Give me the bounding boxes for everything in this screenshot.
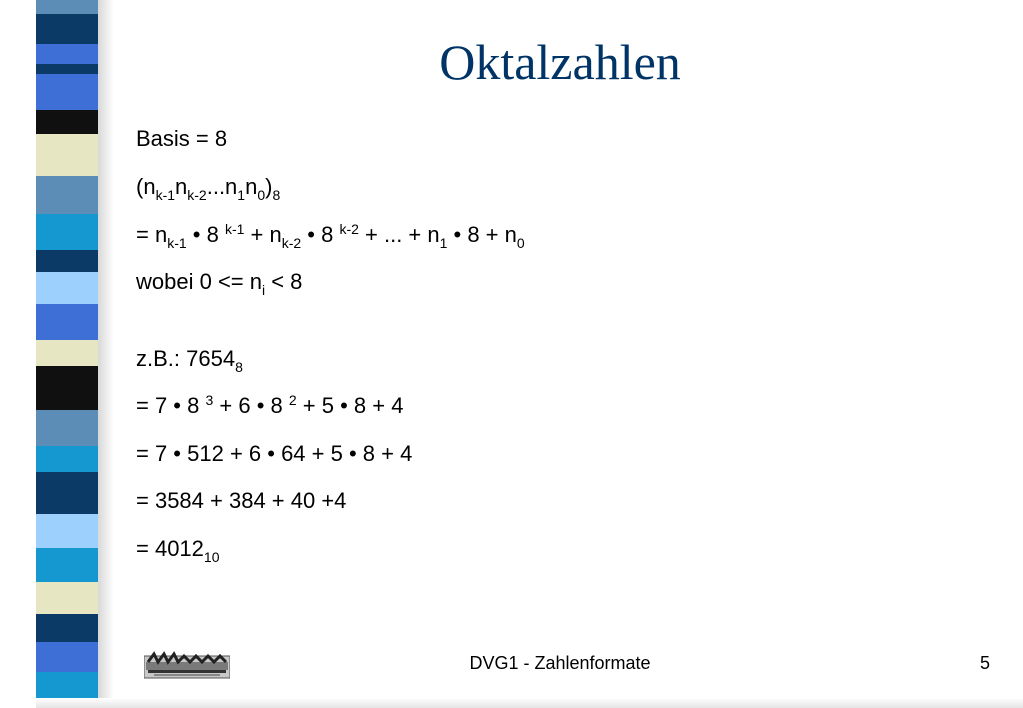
text-fragment: z.B.: 7654 [136, 346, 236, 371]
subscript: k-2 [187, 187, 207, 203]
line-result [136, 535, 219, 563]
text-fragment: = 7 • 8 [136, 393, 206, 418]
decorative-stripe [36, 176, 98, 214]
decorative-stripe [36, 214, 98, 250]
text-fragment: + ... + n [358, 222, 440, 247]
text-fragment: ) [265, 174, 273, 199]
subscript: 1 [237, 187, 246, 203]
text-fragment: ...n [206, 174, 238, 199]
decorative-stripe [36, 304, 98, 340]
subscript: 0 [516, 235, 525, 251]
text-fragment: = 4012 [136, 536, 204, 561]
text-fragment: = 3584 + 384 + 40 +4 [136, 488, 347, 513]
superscript: k-1 [224, 221, 245, 237]
text-fragment: n [245, 174, 258, 199]
text-fragment: wobei 0 <= n [136, 269, 262, 294]
text-fragment: • 8 [301, 222, 340, 247]
text-fragment: n [175, 174, 188, 199]
decorative-stripe [36, 548, 98, 582]
slide-title: Oktalzahlen [439, 34, 681, 90]
subscript: 0 [257, 187, 266, 203]
text-fragment: = 7 • 512 + 6 • 64 + 5 • 8 + 4 [136, 441, 413, 466]
superscript: 2 [288, 392, 297, 408]
decorative-stripe [36, 514, 98, 548]
decorative-stripe [36, 44, 98, 64]
text-fragment: Basis = 8 [136, 126, 228, 151]
decorative-stripe [36, 614, 98, 642]
text-fragment: + 5 • 8 + 4 [296, 393, 404, 418]
text-fragment: (n [136, 174, 156, 199]
decorative-stripe [36, 366, 98, 410]
line-step-3 [136, 487, 346, 515]
decorative-stripe [36, 110, 98, 134]
decorative-stripe [36, 134, 98, 176]
subscript: 8 [235, 359, 243, 375]
subscript: i [261, 282, 266, 298]
subscript: 1 [439, 235, 448, 251]
text-fragment: < 8 [265, 269, 303, 294]
line-basis [136, 125, 227, 153]
decorative-stripe [36, 14, 98, 44]
decorative-stripe [36, 446, 98, 472]
superscript: 3 [205, 392, 214, 408]
page-number: 5 [979, 653, 990, 673]
line-example [136, 345, 243, 373]
line-step-2 [136, 440, 412, 468]
decorative-stripe [36, 472, 98, 514]
subscript: k-2 [281, 235, 302, 251]
decorative-stripe [36, 64, 98, 74]
footer-title: DVG1 - Zahlenformate [469, 653, 651, 673]
text-fragment: + 6 • 8 [213, 393, 289, 418]
decorative-stripe [36, 272, 98, 304]
institution-logo-icon [144, 650, 230, 680]
line-formula [136, 221, 525, 249]
decorative-stripe [36, 250, 98, 272]
decorative-stripe [36, 0, 98, 14]
superscript: k-2 [339, 221, 359, 237]
line-step-1 [136, 392, 403, 420]
decorative-stripe-bar [36, 0, 98, 708]
subscript: k-1 [155, 187, 176, 203]
slide-bottom-shadow [36, 698, 1023, 708]
decorative-stripe [36, 410, 98, 446]
text-fragment: • 8 [186, 222, 225, 247]
line-representation [136, 173, 280, 201]
line-constraint [136, 268, 302, 296]
text-fragment: • 8 + n [447, 222, 517, 247]
subscript: 8 [272, 187, 281, 203]
decorative-stripe [36, 74, 98, 110]
subscript: 10 [203, 549, 220, 565]
text-fragment: + n [244, 222, 282, 247]
subscript: k-1 [167, 235, 187, 251]
decorative-stripe [36, 340, 98, 366]
stripe-shadow [98, 0, 114, 708]
decorative-stripe [36, 642, 98, 672]
decorative-stripe [36, 582, 98, 614]
text-fragment: = n [136, 222, 168, 247]
